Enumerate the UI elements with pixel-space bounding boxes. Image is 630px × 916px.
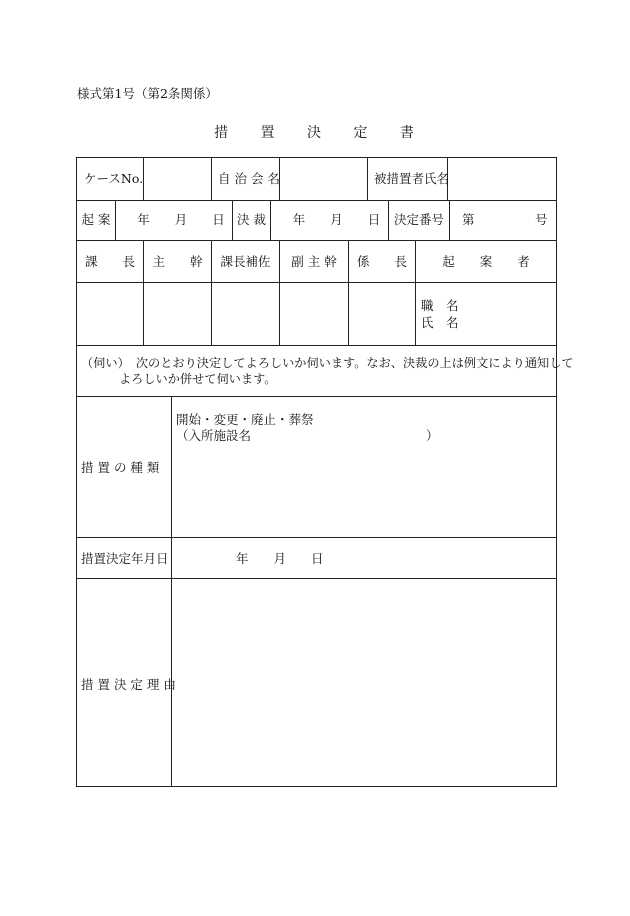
column-divider: [449, 200, 450, 240]
decision-form-table: [76, 157, 574, 787]
council-name-field[interactable]: [280, 158, 367, 200]
drafter-title-label: 職 名: [421, 298, 459, 313]
stamp-box-chief[interactable]: [144, 283, 211, 345]
document-title: 措 置 決 定 書: [214, 125, 428, 141]
decision-date-field[interactable]: 年 月 日: [236, 551, 324, 566]
drafter-name-label: 氏 名: [421, 315, 459, 330]
stamp-box-subsection-chief[interactable]: [349, 283, 415, 345]
row-divider: [77, 345, 556, 346]
inquiry-text-line1: （伺い） 次のとおり決定してよろしいか伺います。なお、決裁の上は例文により通知して: [81, 356, 574, 370]
stamp-box-deputy-chief[interactable]: [280, 283, 348, 345]
approval-date-field[interactable]: 年 月 日: [292, 212, 381, 227]
decision-reason-label: 措 置 決 定 理 由: [81, 677, 176, 692]
case-no-label: ケースNo.: [84, 171, 144, 186]
decision-no-field[interactable]: [477, 201, 532, 240]
decision-no-prefix: 第: [462, 212, 475, 227]
approver-chief: 主 幹: [152, 254, 203, 269]
approval-label: 決 裁: [237, 212, 266, 227]
decision-no-label: 決定番号: [393, 212, 444, 227]
approver-drafter: 起 案 者: [442, 254, 530, 269]
approver-assistant-chief: 課長補佐: [220, 254, 271, 269]
row-divider: [77, 396, 556, 397]
stamp-box-assistant-chief[interactable]: [212, 283, 279, 345]
decision-no-suffix: 号: [535, 212, 548, 227]
column-divider: [367, 158, 368, 200]
row-divider: [77, 240, 556, 241]
approver-subsection-chief: 係 長: [356, 254, 407, 269]
column-divider: [211, 158, 212, 200]
approver-deputy-chief: 副 主 幹: [291, 254, 337, 269]
approver-section-chief: 課 長: [84, 254, 135, 269]
decision-date-label: 措置決定年月日: [81, 551, 169, 566]
form-number-label: 様式第1号（第2条関係）: [77, 86, 218, 101]
draft-date-field[interactable]: 年 月 日: [137, 212, 225, 227]
inquiry-text-line2: よろしいか併せて伺います。: [119, 372, 277, 386]
facility-name-line[interactable]: （入所施設名 ）: [176, 428, 439, 443]
subject-name-field[interactable]: [448, 158, 556, 200]
draft-label: 起 案: [81, 212, 111, 227]
council-name-label: 自 治 会 名: [218, 171, 280, 186]
decision-reason-field[interactable]: [172, 579, 556, 787]
stamp-box-section-chief[interactable]: [78, 283, 143, 345]
subject-name-label: 被措置者氏名: [374, 171, 450, 186]
measure-type-label: 措 置 の 種 類: [81, 460, 160, 475]
measure-type-options[interactable]: 開始・変更・廃止・葬祭: [176, 412, 314, 427]
row-divider: [77, 537, 556, 538]
case-no-field[interactable]: [144, 158, 211, 200]
